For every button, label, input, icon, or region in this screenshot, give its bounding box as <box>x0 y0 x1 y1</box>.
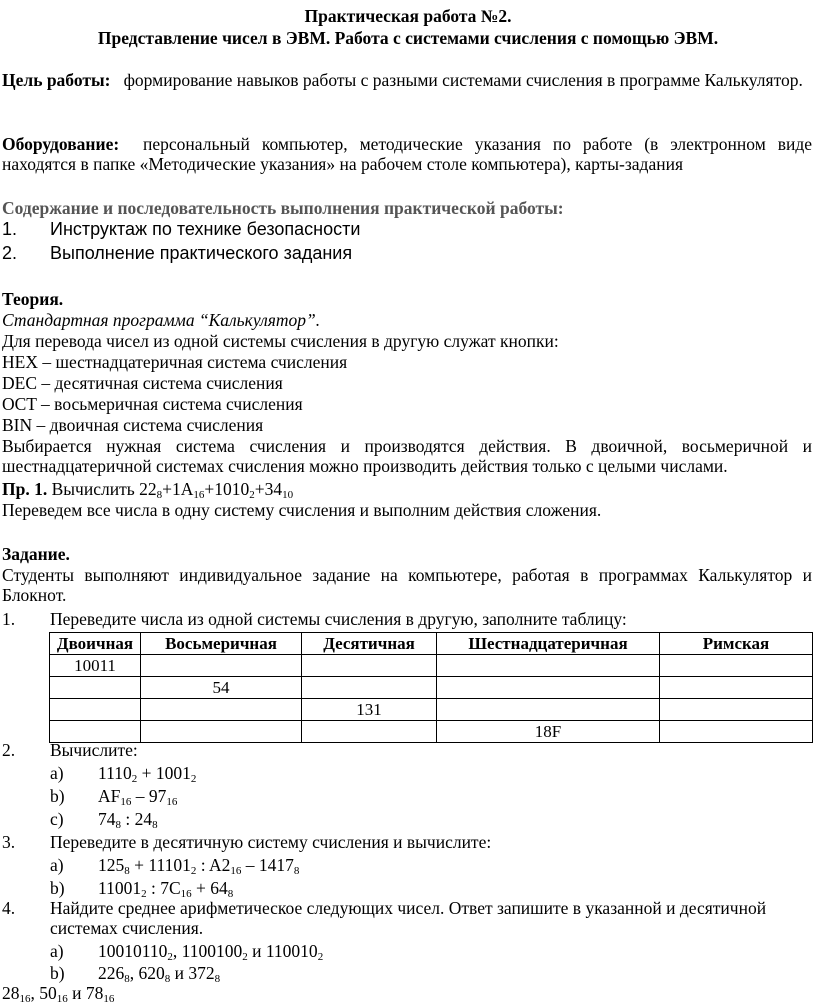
subitem-label: b) <box>50 878 65 898</box>
theory-intro: Для перевода чисел из одной системы счисления в другую служат кнопки: <box>2 331 559 351</box>
table-cell[interactable] <box>660 699 813 721</box>
number-base: 2 <box>190 865 197 877</box>
number-base: 2 <box>242 951 248 963</box>
contents-heading: Содержание и последовательность выполнения практической работы: <box>2 198 564 218</box>
table-cell[interactable]: 54 <box>141 677 302 699</box>
table-row <box>50 655 813 677</box>
document-subtitle: Представление чисел в ЭВМ. Работа с системами счисления с помощью ЭВМ. <box>97 28 719 48</box>
table-header-cell: Шестнадцатеричная <box>437 633 660 655</box>
number-base: 8 <box>124 865 130 877</box>
number-base: 16 <box>103 993 115 1005</box>
number-value: 226 <box>98 963 125 983</box>
number-base: 8 <box>156 489 163 501</box>
table-header-cell: Двоичная <box>50 633 141 655</box>
conversion-table <box>49 632 813 743</box>
dec-line: DEC – десятичная система счисления <box>2 373 283 393</box>
number-value: – 1417 <box>241 855 294 875</box>
table-row <box>50 721 813 743</box>
contents-item-number: 2. <box>2 243 18 263</box>
number-value: , 620 <box>129 963 165 983</box>
table-header-row <box>50 633 813 655</box>
table-cell[interactable] <box>50 677 141 699</box>
number-base: 8 <box>124 973 130 985</box>
number-base: 8 <box>115 819 121 831</box>
number-value: +1010 <box>204 479 250 499</box>
number-value: 11001 <box>98 878 142 898</box>
number-value: и 372 <box>170 963 215 983</box>
number-base: 2 <box>131 773 138 785</box>
table-cell[interactable] <box>437 655 660 677</box>
task-intro: Студенты выполняют индивидуальное задание на компьютере, работая в программах Калькулятор и Блокнот. <box>2 565 812 605</box>
number-base: 16 <box>56 993 68 1005</box>
number-value: 1110 <box>98 763 132 783</box>
number-value: + 11101 <box>129 855 191 875</box>
number-base: 2 <box>317 951 324 963</box>
hex-line: HEX – шестнадцатеричная система счисления <box>2 352 348 372</box>
example-formula <box>139 479 293 499</box>
example-label: Пр. 1. <box>2 479 48 499</box>
number-value: AF <box>98 786 121 806</box>
number-value: , 1100100 <box>172 941 243 961</box>
table-cell[interactable] <box>302 721 437 743</box>
number-base: 2 <box>141 888 147 900</box>
number-base: 16 <box>166 796 178 808</box>
subitem-formula <box>98 809 158 829</box>
subitem-label: b) <box>50 963 65 983</box>
number-base: 10 <box>282 489 294 501</box>
subitem-label: b) <box>50 786 65 806</box>
table-cell[interactable]: 10011 <box>50 655 141 677</box>
subitem-formula <box>98 878 233 898</box>
number-base: 16 <box>120 796 132 808</box>
theory-heading: Теория. <box>2 289 64 309</box>
number-value: : 24 <box>121 809 153 829</box>
table-cell[interactable]: 131 <box>302 699 437 721</box>
task-heading: Задание. <box>2 544 70 564</box>
number-base: 2 <box>190 773 197 785</box>
equipment-label: Оборудование: <box>2 134 120 154</box>
task-item-text: Вычислите: <box>50 740 138 760</box>
number-value: +1A <box>162 479 194 499</box>
goal-paragraph <box>2 70 812 90</box>
table-header-cell: Десятичная <box>302 633 437 655</box>
number-base: 8 <box>164 973 171 985</box>
table-cell[interactable] <box>50 699 141 721</box>
table-cell[interactable] <box>660 655 813 677</box>
equipment-text: персональный компьютер, методические указания по работе (в электронном виде находятся в папке «Методические указания» на рабочем столе компьютера), карты-задания <box>2 134 812 174</box>
theory-note: Выбирается нужная система счисления и производятся действия. В двоичной, восьмеричной и шестнадцатеричной системах счисления можно производить действия только с целыми числами. <box>2 436 812 476</box>
number-value: + 64 <box>191 878 228 898</box>
task-item-number: 3. <box>2 832 16 852</box>
number-base: 16 <box>193 489 205 501</box>
number-value: : 7C <box>146 878 181 898</box>
table-cell[interactable] <box>141 699 302 721</box>
subitem-formula <box>98 963 220 983</box>
subitem-formula <box>98 786 177 806</box>
number-base: 16 <box>230 865 242 877</box>
table-cell[interactable]: 18F <box>437 721 660 743</box>
table-cell[interactable] <box>660 721 813 743</box>
goal-label: Цель работы: <box>2 70 111 90</box>
number-value: + 1001 <box>137 763 191 783</box>
table-header-cell: Римская <box>660 633 813 655</box>
number-base: 16 <box>180 888 192 900</box>
number-base: 8 <box>227 888 234 900</box>
table-cell[interactable] <box>302 655 437 677</box>
task-item-text: Переведите в десятичную систему счисления и вычислите: <box>50 832 492 852</box>
example-note: Переведем все числа в одну систему счисления и выполним действия сложения. <box>2 500 602 520</box>
document-title: Практическая работа №2. <box>304 6 512 26</box>
subitem-formula <box>98 941 323 961</box>
number-value: : A2 <box>196 855 231 875</box>
number-value: и 78 <box>67 983 104 1003</box>
table-header-cell: Восьмеричная <box>141 633 302 655</box>
number-base: 8 <box>293 865 300 877</box>
table-cell[interactable] <box>437 677 660 699</box>
number-value: – 97 <box>131 786 167 806</box>
bin-line: BIN – двоичная система счисления <box>2 415 264 435</box>
oct-line: OCT – восьмеричная система счисления <box>2 394 303 414</box>
number-value: 22 <box>139 479 157 499</box>
subitem-formula <box>98 855 299 875</box>
number-base: 16 <box>19 993 31 1005</box>
number-base: 8 <box>152 819 158 831</box>
subitem-label: c) <box>50 809 64 829</box>
table-cell[interactable] <box>141 721 302 743</box>
number-value: 74 <box>98 809 116 829</box>
table-cell[interactable] <box>302 677 437 699</box>
theory-program: Стандартная программа “Калькулятор”. <box>2 310 321 330</box>
table-cell[interactable] <box>141 655 302 677</box>
table-cell[interactable] <box>437 699 660 721</box>
equipment-paragraph <box>2 134 812 174</box>
task-item-text: Переведите числа из одной системы счисления в другую, заполните таблицу: <box>50 609 627 629</box>
contents-item-text: Инструктаж по технике безопасности <box>50 219 361 239</box>
subitem-label: a) <box>50 763 64 783</box>
subitem-formula <box>98 763 196 783</box>
table-row <box>50 677 813 699</box>
task-item-number: 1. <box>2 609 16 629</box>
example-line <box>2 479 814 499</box>
subitem-formula <box>2 983 814 1003</box>
number-value: , 50 <box>30 983 57 1003</box>
number-value: и 110010 <box>247 941 318 961</box>
number-value: 125 <box>98 855 125 875</box>
number-base: 2 <box>249 489 255 501</box>
table-cell[interactable] <box>660 677 813 699</box>
example-text: Вычислить <box>51 479 135 499</box>
table-row <box>50 699 813 721</box>
contents-item-number: 1. <box>2 219 18 239</box>
task-item-number: 2. <box>2 740 16 760</box>
number-base: 2 <box>167 951 173 963</box>
subitem-label: a) <box>50 941 64 961</box>
number-value: +34 <box>254 479 283 499</box>
contents-item-text: Выполнение практического задания <box>50 243 353 263</box>
task-item-number: 4. <box>2 898 16 918</box>
task-item-text: Найдите среднее арифметическое следующих чисел. Ответ запишите в указанной и десятичной системах счисления. <box>50 898 767 938</box>
number-base: 8 <box>214 973 221 985</box>
subitem-label: a) <box>50 855 64 875</box>
goal-text: формирование навыков работы с разными системами счисления в программе Калькулятор. <box>123 70 803 90</box>
number-value: 28 <box>2 983 20 1003</box>
number-value: 10010110 <box>98 941 168 961</box>
